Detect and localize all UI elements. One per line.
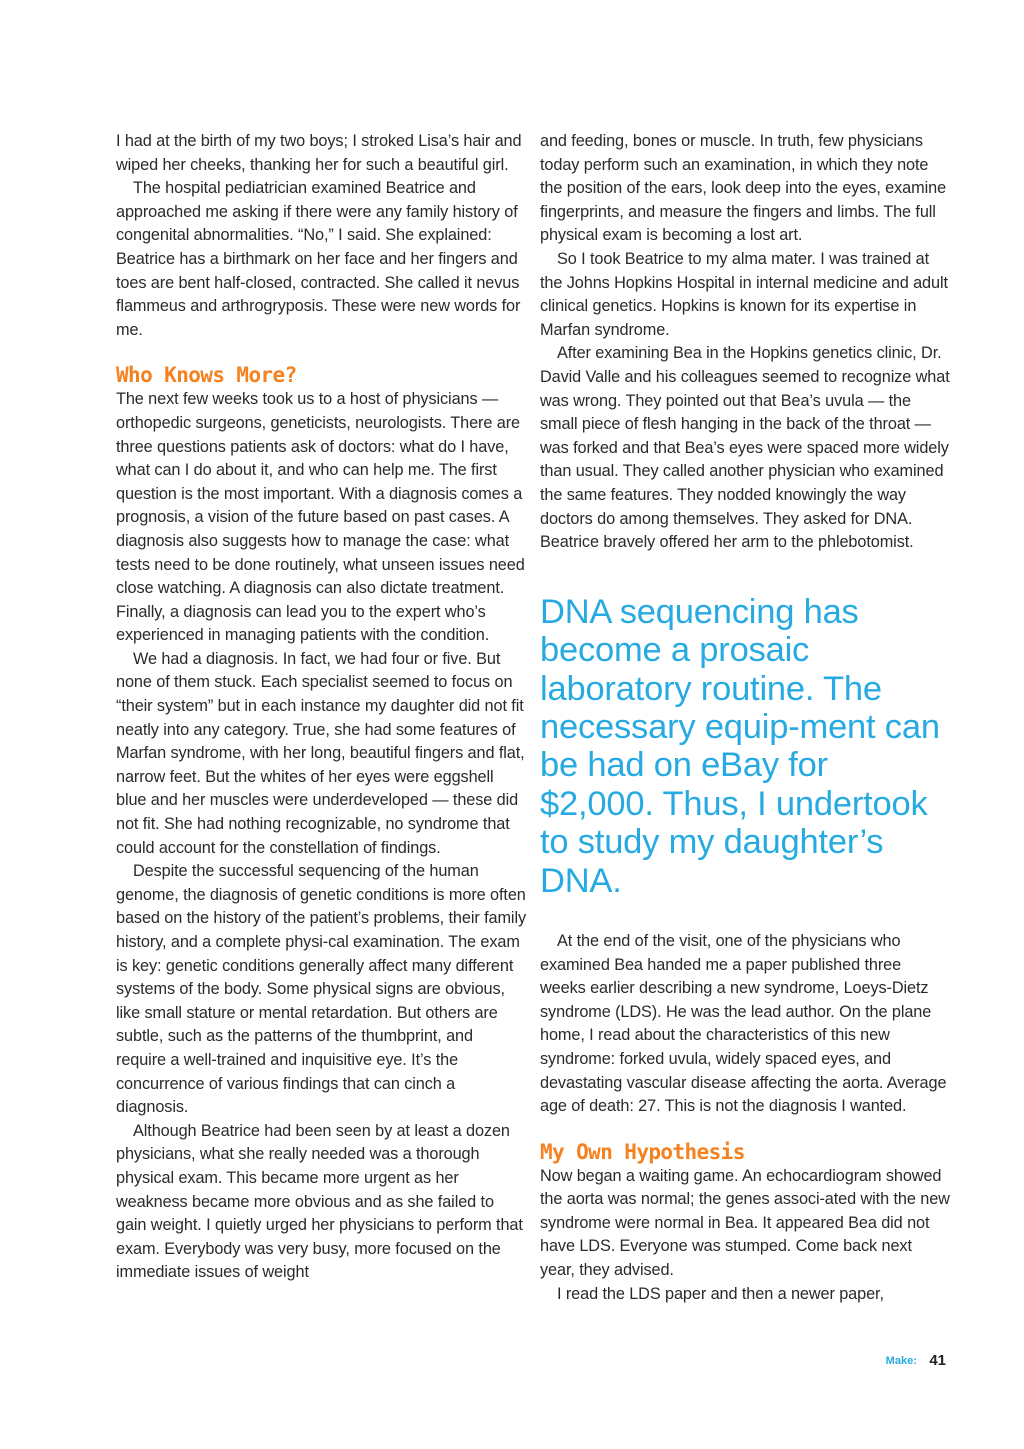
brand-logo: Make:: [885, 1355, 917, 1367]
paragraph: I had at the birth of my two boys; I stroked Lisa’s hair and wiped her cheeks, thanking her for such a beautiful girl.: [116, 132, 522, 174]
paragraph: I read the LDS paper and then a newer paper,: [557, 1284, 884, 1303]
right-column: [540, 130, 950, 1306]
paragraph: The hospital pediatrician examined Beatrice and approached me asking if there were any family history of congenital abnormalities. “No,” I said. She explained: Beatrice has a birthmark on her face and her fingers and toes are bent half-closed, contracted. She called it nevus flammeus and arthrogryposis. These were new words for me.: [116, 179, 521, 339]
paragraph: Despite the successful sequencing of the human genome, the diagnosis of genetic conditions is more often based on the history of the patient’s problems, their family history, and a complete physi-cal examination. The exam is key: genetic conditions generally affect many different systems of the body. Some physical signs are obvious, like small stature or mental retardation. But others are subtle, such as the patterns of the thumbprint, and require a well-trained and inquisitive eye. It’s the concurrence of various findings that can cinch a diagnosis.: [116, 862, 526, 1117]
page-number: 41: [929, 1352, 946, 1369]
paragraph: At the end of the visit, one of the physicians who examined Bea handed me a paper published three weeks earlier describing a new syndrome, Loeys-Dietz syndrome (LDS). He was the lead author. On the plane home, I read about the characteristics of this new syndrome: forked uvula, widely spaced eyes, and devastating vascular disease affecting the aorta. Average age of death: 27. This is not the diagnosis I wanted.: [540, 931, 947, 1116]
paragraph: Now began a waiting game. An echocardiogram showed the aorta was normal; the genes associ-ated with the new syndrome were normal in Bea. It appeared Bea did not have LDS. Everyone was stumped. Come back next year, they advised.: [540, 1166, 950, 1280]
section-heading: Who Knows More?: [116, 363, 297, 388]
paragraph: Although Beatrice had been seen by at least a dozen physicians, what she really needed was a thorough physical exam. This became more urgent as her weakness became more obvious and as she failed to gain weight. I quietly urged her physicians to perform that exam. Everybody was very busy, more focused on the immediate issues of weight: [116, 1121, 523, 1282]
page-footer: [886, 1352, 946, 1370]
left-column: [116, 130, 526, 1285]
paragraph: and feeding, bones or muscle. In truth, few physicians today perform such an examination, in which they note the position of the ears, look deep into the eyes, examine fingerprints, and measure the fingers and limbs. The full physical exam is becoming a lost art.: [540, 132, 947, 245]
pull-quote: DNA sequencing has become a prosaic laboratory routine. The necessary equip-ment can be had on eBay for $2,000. Thus, I undertook to study my daughter’s DNA.: [540, 592, 940, 900]
paragraph: We had a diagnosis. In fact, we had four or five. But none of them stuck. Each specialist seemed to focus on “their system” but in each instance my daughter did not fit neatly into any category. True, she had some features of Marfan syndrome, with her long, beautiful fingers and flat, narrow feet. But the whites of her eyes were eggshell blue and her muscles were underdeveloped — these did not fit. She had nothing recognizable, no syndrome that could account for the constellation of findings.: [116, 649, 525, 857]
paragraph: The next few weeks took us to a host of physicians — orthopedic surgeons, geneticists, neurologists. There are three questions patients ask of doctors: what do I have, what can I do about it, and who can help me. The first question is the most important. With a diagnosis comes a prognosis, a vision of the future based on past cases. A diagnosis also suggests how to manage the case: what tests need to be done routinely, what unseen issues need close watching. A diagnosis can also dictate treatment. Finally, a diagnosis can lead you to the expert who’s experienced in managing patients with the condition.: [116, 390, 525, 645]
paragraph: So I took Beatrice to my alma mater. I was trained at the Johns Hopkins Hospital in internal medicine and adult clinical genetics. Hopkins is known for its expertise in Marfan syndrome.: [540, 249, 948, 339]
paragraph: After examining Bea in the Hopkins genetics clinic, Dr. David Valle and his colleagues seemed to recognize what was wrong. They pointed out that Bea’s uvula — the small piece of flesh hanging in the back of the throat — was forked and that Bea’s eyes were spaced more widely than usual. They called another physician who examined the same features. They nodded knowingly the way doctors do among themselves. They asked for DNA. Beatrice bravely offered her arm to the phlebotomist.: [540, 344, 950, 552]
section-heading: My Own Hypothesis: [540, 1139, 745, 1164]
